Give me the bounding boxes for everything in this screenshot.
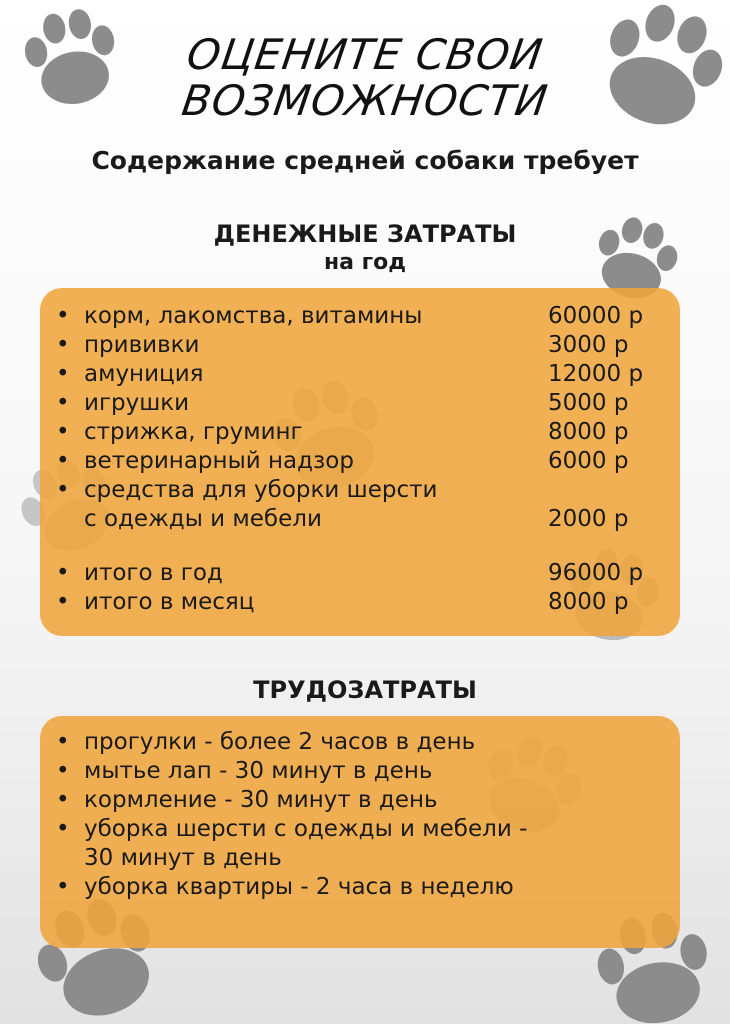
item-price: 60000 р: [548, 303, 644, 329]
item-price: 6000 р: [548, 448, 629, 474]
item-label: игрушки: [84, 390, 190, 416]
bullet: •: [56, 589, 70, 615]
item-label: мытье лап - 30 минут в день: [84, 758, 433, 784]
bullet: •: [56, 448, 70, 474]
bullet: •: [56, 419, 70, 445]
bullet: •: [56, 361, 70, 387]
bullet: •: [56, 816, 70, 842]
bullet: •: [56, 332, 70, 358]
item-label: средства для уборки шерсти: [84, 477, 438, 503]
item-price: 8000 р: [548, 419, 629, 445]
money-heading: ДЕНЕЖНЫЕ ЗАТРАТЫ: [213, 220, 517, 248]
labor-heading: ТРУДОЗАТРАТЫ: [253, 676, 477, 704]
item-label: кормление - 30 минут в день: [84, 787, 438, 813]
bullet: •: [56, 477, 70, 503]
item-label: 30 минут в день: [84, 845, 282, 871]
page-title-line1: ОЦЕНИТЕ СВОИ: [183, 30, 547, 79]
total-price: 8000 р: [548, 589, 629, 615]
total-label: итого в год: [84, 560, 223, 586]
total-label: итого в месяц: [84, 589, 255, 615]
bullet: •: [56, 303, 70, 329]
bullet: •: [56, 560, 70, 586]
page-title-line2: ВОЗМОЖНОСТИ: [178, 76, 552, 125]
item-price: 12000 р: [548, 361, 644, 387]
bullet: •: [56, 758, 70, 784]
item-label: прогулки - более 2 часов в день: [84, 729, 476, 755]
bullet: •: [56, 390, 70, 416]
item-label: уборка квартиры - 2 часа в неделю: [84, 874, 514, 900]
item-price: 2000 р: [548, 506, 629, 532]
item-label: стрижка, груминг: [84, 419, 303, 445]
item-label: корм, лакомства, витамины: [84, 303, 423, 329]
item-label: с одежды и мебели: [84, 506, 322, 532]
item-price: 3000 р: [548, 332, 629, 358]
item-label: прививки: [84, 332, 200, 358]
bullet: •: [56, 874, 70, 900]
item-label: амуниция: [84, 361, 204, 387]
page-subtitle: Содержание средней собаки требует: [91, 146, 639, 175]
bullet: •: [56, 787, 70, 813]
item-price: 5000 р: [548, 390, 629, 416]
item-label: ветеринарный надзор: [84, 448, 354, 474]
total-price: 96000 р: [548, 560, 644, 586]
money-subheading: на год: [323, 250, 407, 275]
item-label: уборка шерсти с одежды и мебели -: [84, 816, 528, 842]
bullet: •: [56, 729, 70, 755]
